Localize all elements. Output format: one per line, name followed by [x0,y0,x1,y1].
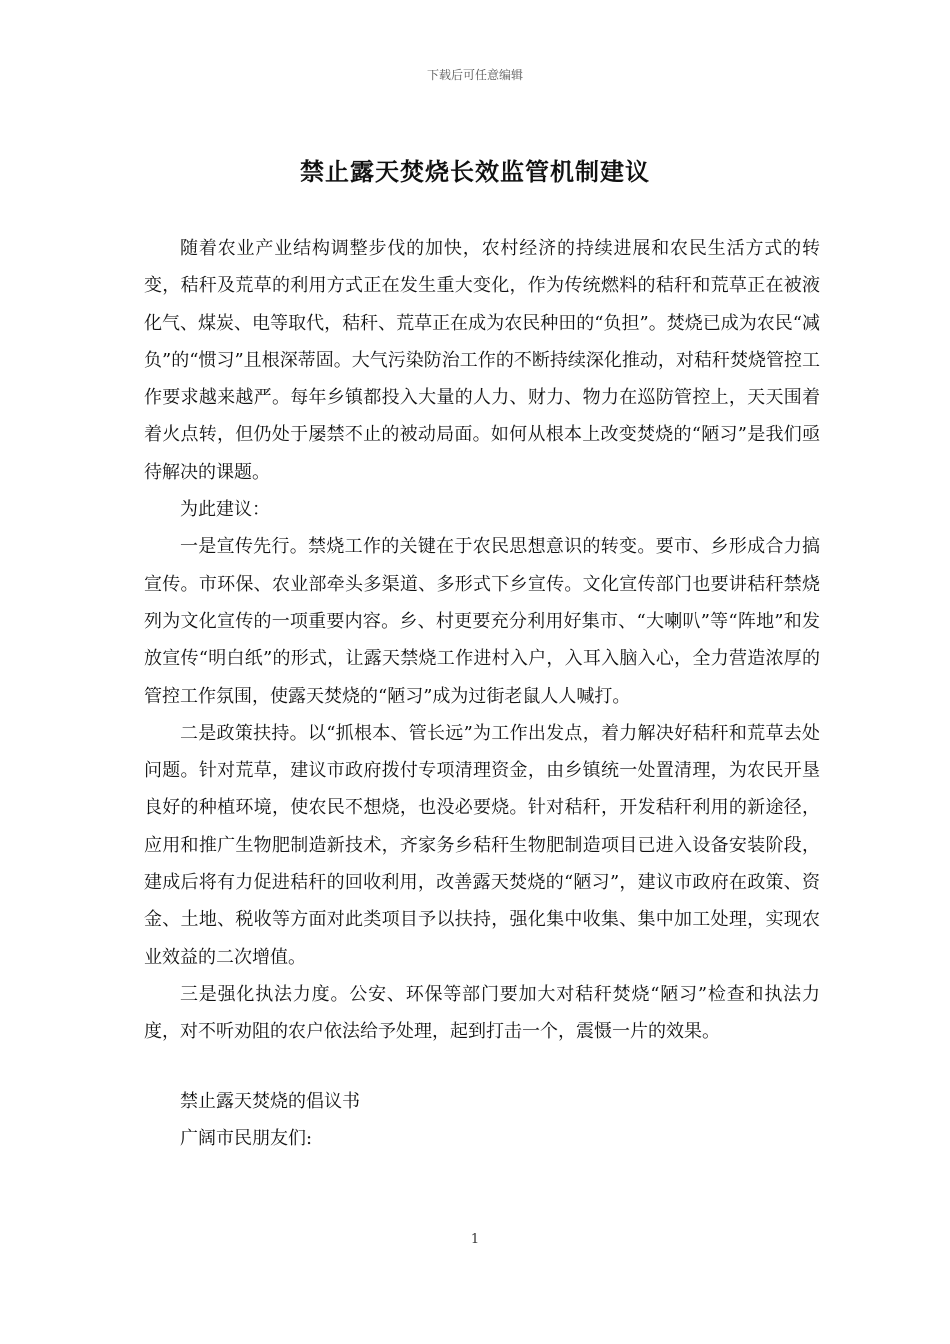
paragraph-point-1: 一是宣传先行。禁烧工作的关键在于农民思想意识的转变。要市、乡形成合力搞宣传。市环保、农业部牵头多渠道、多形式下乡宣传。文化宣传部门也要讲秸秆禁烧列为文化宣传的一项重要内容。乡、村更要充分利用好集市、“大喇叭”等“阵地”和发放宣传“明白纸”的形式，让露天禁烧工作进村入户，入耳入脑入心，全力营造浓厚的管控工作氛围，使露天焚烧的“陋习”成为过街老鼠人人喊打。 [144,536,820,707]
document-title: 禁止露天焚烧长效监管机制建议 [300,157,650,186]
paragraph-point-2: 二是政策扶持。以“抓根本、管长远”为工作出发点，着力解决好秸秆和荒草去处问题。针对荒草，建议市政府拨付专项清理资金，由乡镇统一处置清理，为农民开垦良好的种植环境，使农民不想烧，也没必要烧。针对秸秆，开发秸秆利用的新途径，应用和推广生物肥制造新技术，齐家务乡秸秆生物肥制造项目已进入设备安装阶段，建成后将有力促进秸秆的回收利用，改善露天焚烧的“陋习”，建议市政府在政策、资金、土地、税收等方面对此类项目予以扶持，强化集中收集、集中加工处理，实现农业效益的二次增值。 [144,722,820,968]
page-number: 1 [470,1232,480,1247]
section-gap [144,1051,820,1083]
paragraph-suggestion-lead: 为此建议： [180,499,270,521]
section2-title: 禁止露天焚烧的倡议书 [180,1090,360,1112]
paragraph-point-3: 三是强化执法力度。公安、环保等部门要加大对秸秆焚烧“陋习”检查和执法力度，对不听劝阻的农户依法给予处理，起到打击一个，震慑一片的效果。 [144,983,820,1043]
section2-greeting: 广阔市民朋友们: [180,1127,313,1149]
paragraph-intro: 随着农业产业结构调整步伐的加快，农村经济的持续进展和农民生活方式的转变，秸秆及荒草的利用方式正在发生重大变化，作为传统燃料的秸秆和荒草正在被液化气、煤炭、电等取代，秸秆、荒草正在成为农民种田的“负担”。焚烧已成为农民“减负”的“惯习”且根深蒂固。大气污染防治工作的不断持续深化推动，对秸秆焚烧管控工作要求越来越严。每年乡镇都投入大量的人力、财力、物力在巡防管控上，天天围着着火点转，但仍处于屡禁不止的被动局面。如何从根本上改变焚烧的“陋习”是我们亟待解决的课题。 [144,238,820,483]
document-body [144,230,820,1157]
header-note: 下载后可任意编辑 [426,68,523,82]
